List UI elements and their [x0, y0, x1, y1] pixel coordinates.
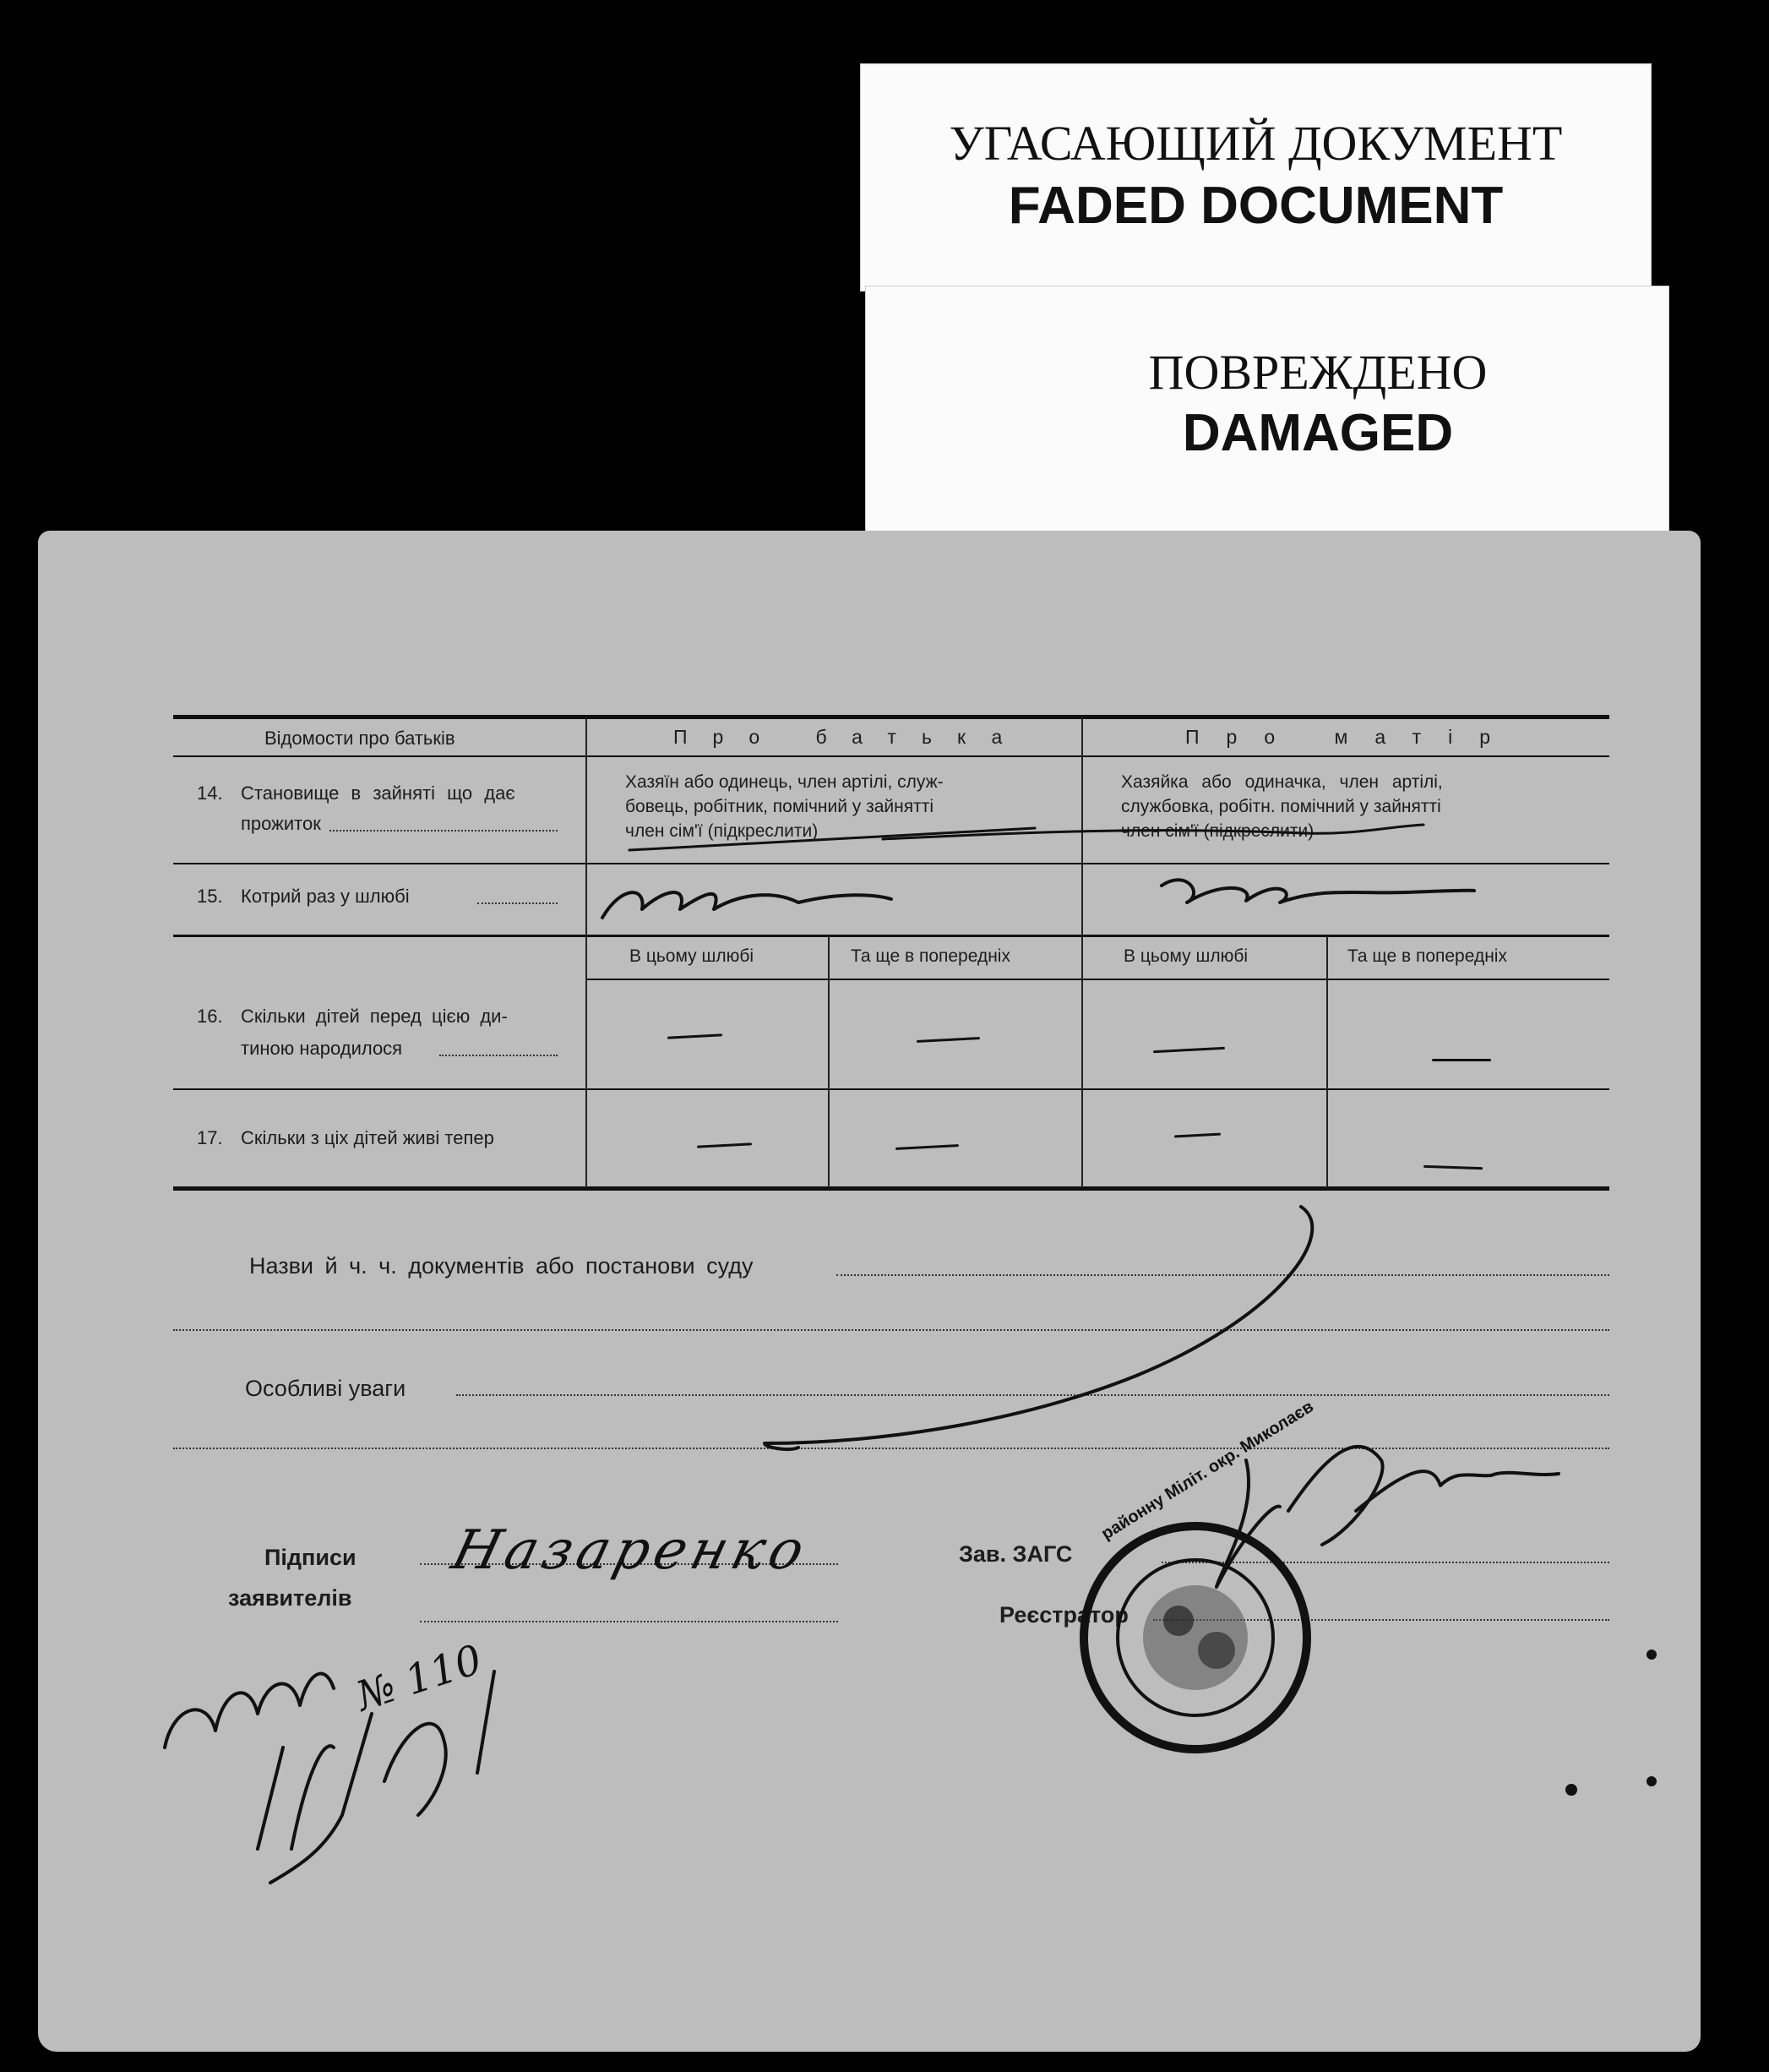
subheader-father-prev: Та ще в попередніх — [851, 946, 1010, 966]
row14-father-line2: бовець, робітник, помічний у зайнятті — [625, 797, 934, 816]
subheader-mother-prev: Та ще в попередніх — [1347, 946, 1507, 966]
row16-father-this-dash — [667, 1033, 722, 1039]
row17-mother-prev-dash — [1423, 1165, 1483, 1170]
subheader-rule — [587, 979, 1609, 980]
notes-line-2 — [173, 1448, 1609, 1449]
col-divider-mother — [1326, 936, 1328, 1188]
row16-leader — [439, 1055, 558, 1056]
registrar-line — [1153, 1619, 1609, 1621]
row16-label-line1: Скільки дітей перед цією ди- — [241, 1006, 508, 1027]
row17-father-prev-dash — [895, 1144, 959, 1150]
row16-mother-this-dash — [1153, 1047, 1225, 1053]
handwriting-layer — [38, 531, 1701, 2052]
row15-number: 15. — [197, 886, 223, 907]
row16-rule — [173, 1088, 1609, 1090]
documents-line-2 — [173, 1329, 1609, 1331]
row16-number: 16. — [197, 1006, 223, 1027]
official-stamp — [1084, 1526, 1307, 1749]
row16-label-line2: тиною народилося — [241, 1038, 403, 1059]
damaged-document-label — [865, 286, 1669, 541]
table-top-rule — [173, 715, 1609, 719]
damaged-label-en: DAMAGED — [1182, 404, 1454, 462]
row15-label: Котрий раз у шлюбі — [241, 886, 410, 907]
row14-mother-line3: член сім'ї (підкреслити) — [1121, 821, 1315, 841]
header-about-father: Про батька — [673, 726, 1028, 748]
row14-father-line1: Хазяїн або одинець, член артілі, служ- — [625, 772, 944, 792]
col-divider-1 — [585, 717, 587, 1188]
faded-label-ru: УГАСАЮЩИЙ ДОКУМЕНТ — [949, 116, 1563, 171]
applicant-signature: Назаренко — [445, 1519, 816, 1582]
documents-line — [836, 1274, 1609, 1276]
header-parents-info: Відомости про батьків — [264, 728, 455, 749]
row15-leader — [477, 902, 558, 904]
row17-father-this-dash — [697, 1142, 752, 1148]
documents-label: Назви й ч. ч. документів або постанови суду — [249, 1253, 754, 1279]
row15-mother-handwriting — [1162, 880, 1474, 902]
notes-label: Особливі уваги — [245, 1376, 406, 1401]
cancel-stroke — [765, 1207, 1312, 1449]
col-divider-father — [828, 936, 830, 1188]
date-handwriting — [165, 1671, 494, 1849]
faded-label-en: FADED DOCUMENT — [1008, 177, 1504, 235]
row16-father-prev-dash — [917, 1037, 980, 1043]
row14-mother-line2: службовка, робітн. помічний у зайнятті — [1121, 797, 1441, 816]
row14-father-line3: член сім'ї (підкреслити) — [625, 821, 819, 841]
row14-rule — [173, 863, 1609, 864]
damaged-label-ru: ПОВРЕЖДЕНО — [1148, 345, 1488, 400]
row17-label: Скільки з ціх дітей живі тепер — [241, 1127, 494, 1148]
head-line — [1162, 1562, 1609, 1563]
row14-label-line2: прожиток — [241, 813, 321, 834]
applicant-line-2 — [420, 1621, 838, 1622]
row17-number: 17. — [197, 1127, 223, 1148]
applicants-label-line2: заявителів — [228, 1585, 352, 1611]
punch-mark-1 — [1647, 1649, 1657, 1660]
notes-line — [456, 1394, 1609, 1396]
row14-leader — [329, 830, 558, 832]
row15-rule — [173, 935, 1609, 937]
subheader-mother-this: В цьому шлюбі — [1124, 946, 1249, 966]
faded-document-label — [860, 63, 1652, 292]
row14-mother-line1: Хазяйка або одиначка, член артілі, — [1121, 772, 1443, 792]
header-about-mother: Про матір — [1185, 726, 1518, 748]
head-signature — [1217, 1447, 1559, 1587]
row17-mother-this-dash — [1174, 1133, 1221, 1138]
applicants-label-line1: Підписи — [264, 1545, 357, 1570]
col-divider-2 — [1081, 717, 1083, 1188]
registrar-label: Реєстратор — [999, 1602, 1129, 1628]
punch-mark-2 — [1647, 1776, 1657, 1786]
date-underline-stroke — [270, 1815, 342, 1883]
row14-number: 14. — [197, 782, 223, 804]
row15-father-handwriting — [602, 892, 891, 918]
subheader-father-this: В цьому шлюбі — [629, 946, 754, 966]
table-bottom-rule — [173, 1186, 1609, 1191]
punch-mark-3 — [1565, 1784, 1577, 1796]
head-label: Зав. ЗАГС — [959, 1541, 1073, 1567]
stamp-text: районну Міліт. окр. Миколаєв — [1098, 1397, 1317, 1544]
table-header-rule — [173, 755, 1609, 757]
margin-note: № 110 — [351, 1635, 488, 1721]
document-sheet — [38, 531, 1701, 2052]
row14-label-line1: Становище в зайняті що дає — [241, 782, 515, 804]
row16-mother-prev-dash — [1432, 1059, 1491, 1061]
